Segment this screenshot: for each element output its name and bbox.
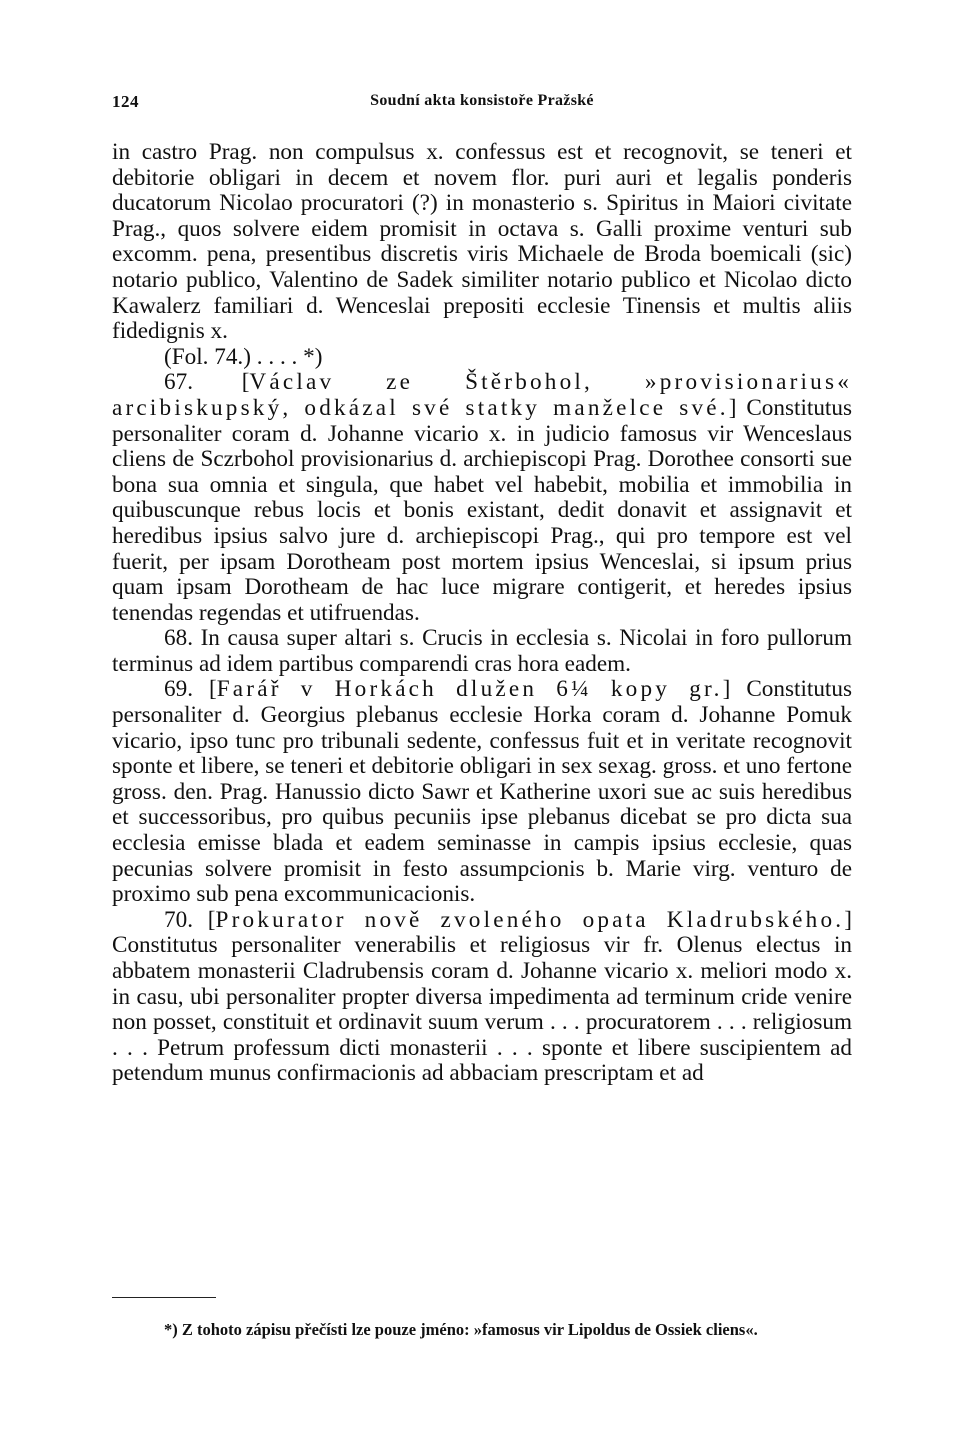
entry-text: ] Constitutus personaliter d. Georgius plebanus ecclesie Horka coram d. Johanne Pomuk vicario, ipso tunc pro tribunali sedente, confessus fuit et in veritate recognovit sponte et libere, se teneri et debitorie obligari in sex sexag. gross. et uno fertone gross. den. Prag. Hanussio dicto Sawr et Katherine uxori sue ac suis heredibus et successoribus, pro quibus pecuniis ipse plebanus dicebat se pro dicta sua ecclesia emisse blada et eadem seminasse in campis ipsius ecclesie, quas pecunias solvere promisit in festo assumpcionis b. Marie virg. venturo de proximo sub pena excommunicacionis. (112, 676, 852, 908)
entry-heading: Prokurator nově zvoleného opata Kladrubského. (215, 906, 845, 933)
page-header (112, 92, 852, 116)
entry-heading: Farář v Horkách dlužen 6¼ kopy gr. (216, 676, 723, 703)
footnote-divider (112, 1297, 216, 1298)
folio-reference: (Fol. 74.) . . . . *) (164, 343, 323, 370)
paragraph-continuation: in castro Prag. non compulsus x. confessus est et recognovit, se teneri et debitorie obligari in decem et novem flor. puri auri et legalis ponderis ducatorum Nicolao procuratori (?) in monasterio s. Spiritus in Maiori civitate Prag., quos solvere eidem promisit in octava s. Galli proxime venturi sub excomm. pena, presentibus discretis viris Michaele de Broda boemicali (sic) notario publico, Valentino de Sadek similiter notario publico et Nicolao dicto Kawalerz familiari d. Wenceslai prepositi ecclesie Tinensis et multis aliis fidedignis x. (112, 139, 852, 345)
footnote: *) Z tohoto zápisu přečísti lze pouze jméno: »famosus vir Lipoldus de Ossiek cliens«. (164, 1320, 758, 1339)
entry-67 (112, 370, 852, 626)
main-text (112, 140, 852, 1087)
entry-number: 69. [ (164, 676, 217, 703)
page-number: 124 (112, 92, 139, 111)
entry-69 (112, 677, 852, 907)
entry-text: ] Constitutus personaliter coram d. Johanne vicario x. in judicio famosus vir Wenceslaus cliens de Sczrbohol provisionarius d. archiepiscopi Prag. Dorothee consorti sue bona sua omnia et singula, que habet vel habebit, mobilia et immobilia in quibuscunque rebus locis et bonis existant, dedit donavit et assignavit et heredibus ipsius salvo jure d. archiepiscopi Prag., qui pro tempore est vel fuerit, per ipsam Dorotheam post mortem ipsius Wenceslai, si ipsum prius quam ipsam Dorotheam de hac luce migrare contigerit, et heredes ipsius tenendas regendas et utifruendas. (112, 394, 852, 626)
entry-number: 67. [ (164, 369, 250, 396)
entry-70 (112, 908, 852, 1087)
entry-number: 70. [ (164, 906, 216, 933)
entry-text: ] Constitutus personaliter venerabilis et religiosus vir fr. Olenus electus in abbatem monasterii Cladrubensis coram d. Johanne vicario x. meliori modo x. in casu, ubi personaliter propter diversa impedimenta ad terminum cride venire non posset, constituit et ordinavit suum verum . . . procuratorem . . . religiosum . . . Petrum professum dicti monasterii . . . sponte et libere suscipientem ad petendum munus confirmacionis ad abbaciam prescriptam et ad (112, 906, 852, 1087)
entry-68: 68. In causa super altari s. Crucis in ecclesia s. Nicolai in foro pullorum terminus ad idem partibus comparendi cras hora eadem. (112, 625, 852, 677)
running-title: Soudní akta konsistoře Pražské (370, 92, 594, 109)
entry-heading: Václav ze Štěrbohol, »provisionarius« arcibiskupský, odkázal své statky manželce své. (112, 369, 852, 421)
